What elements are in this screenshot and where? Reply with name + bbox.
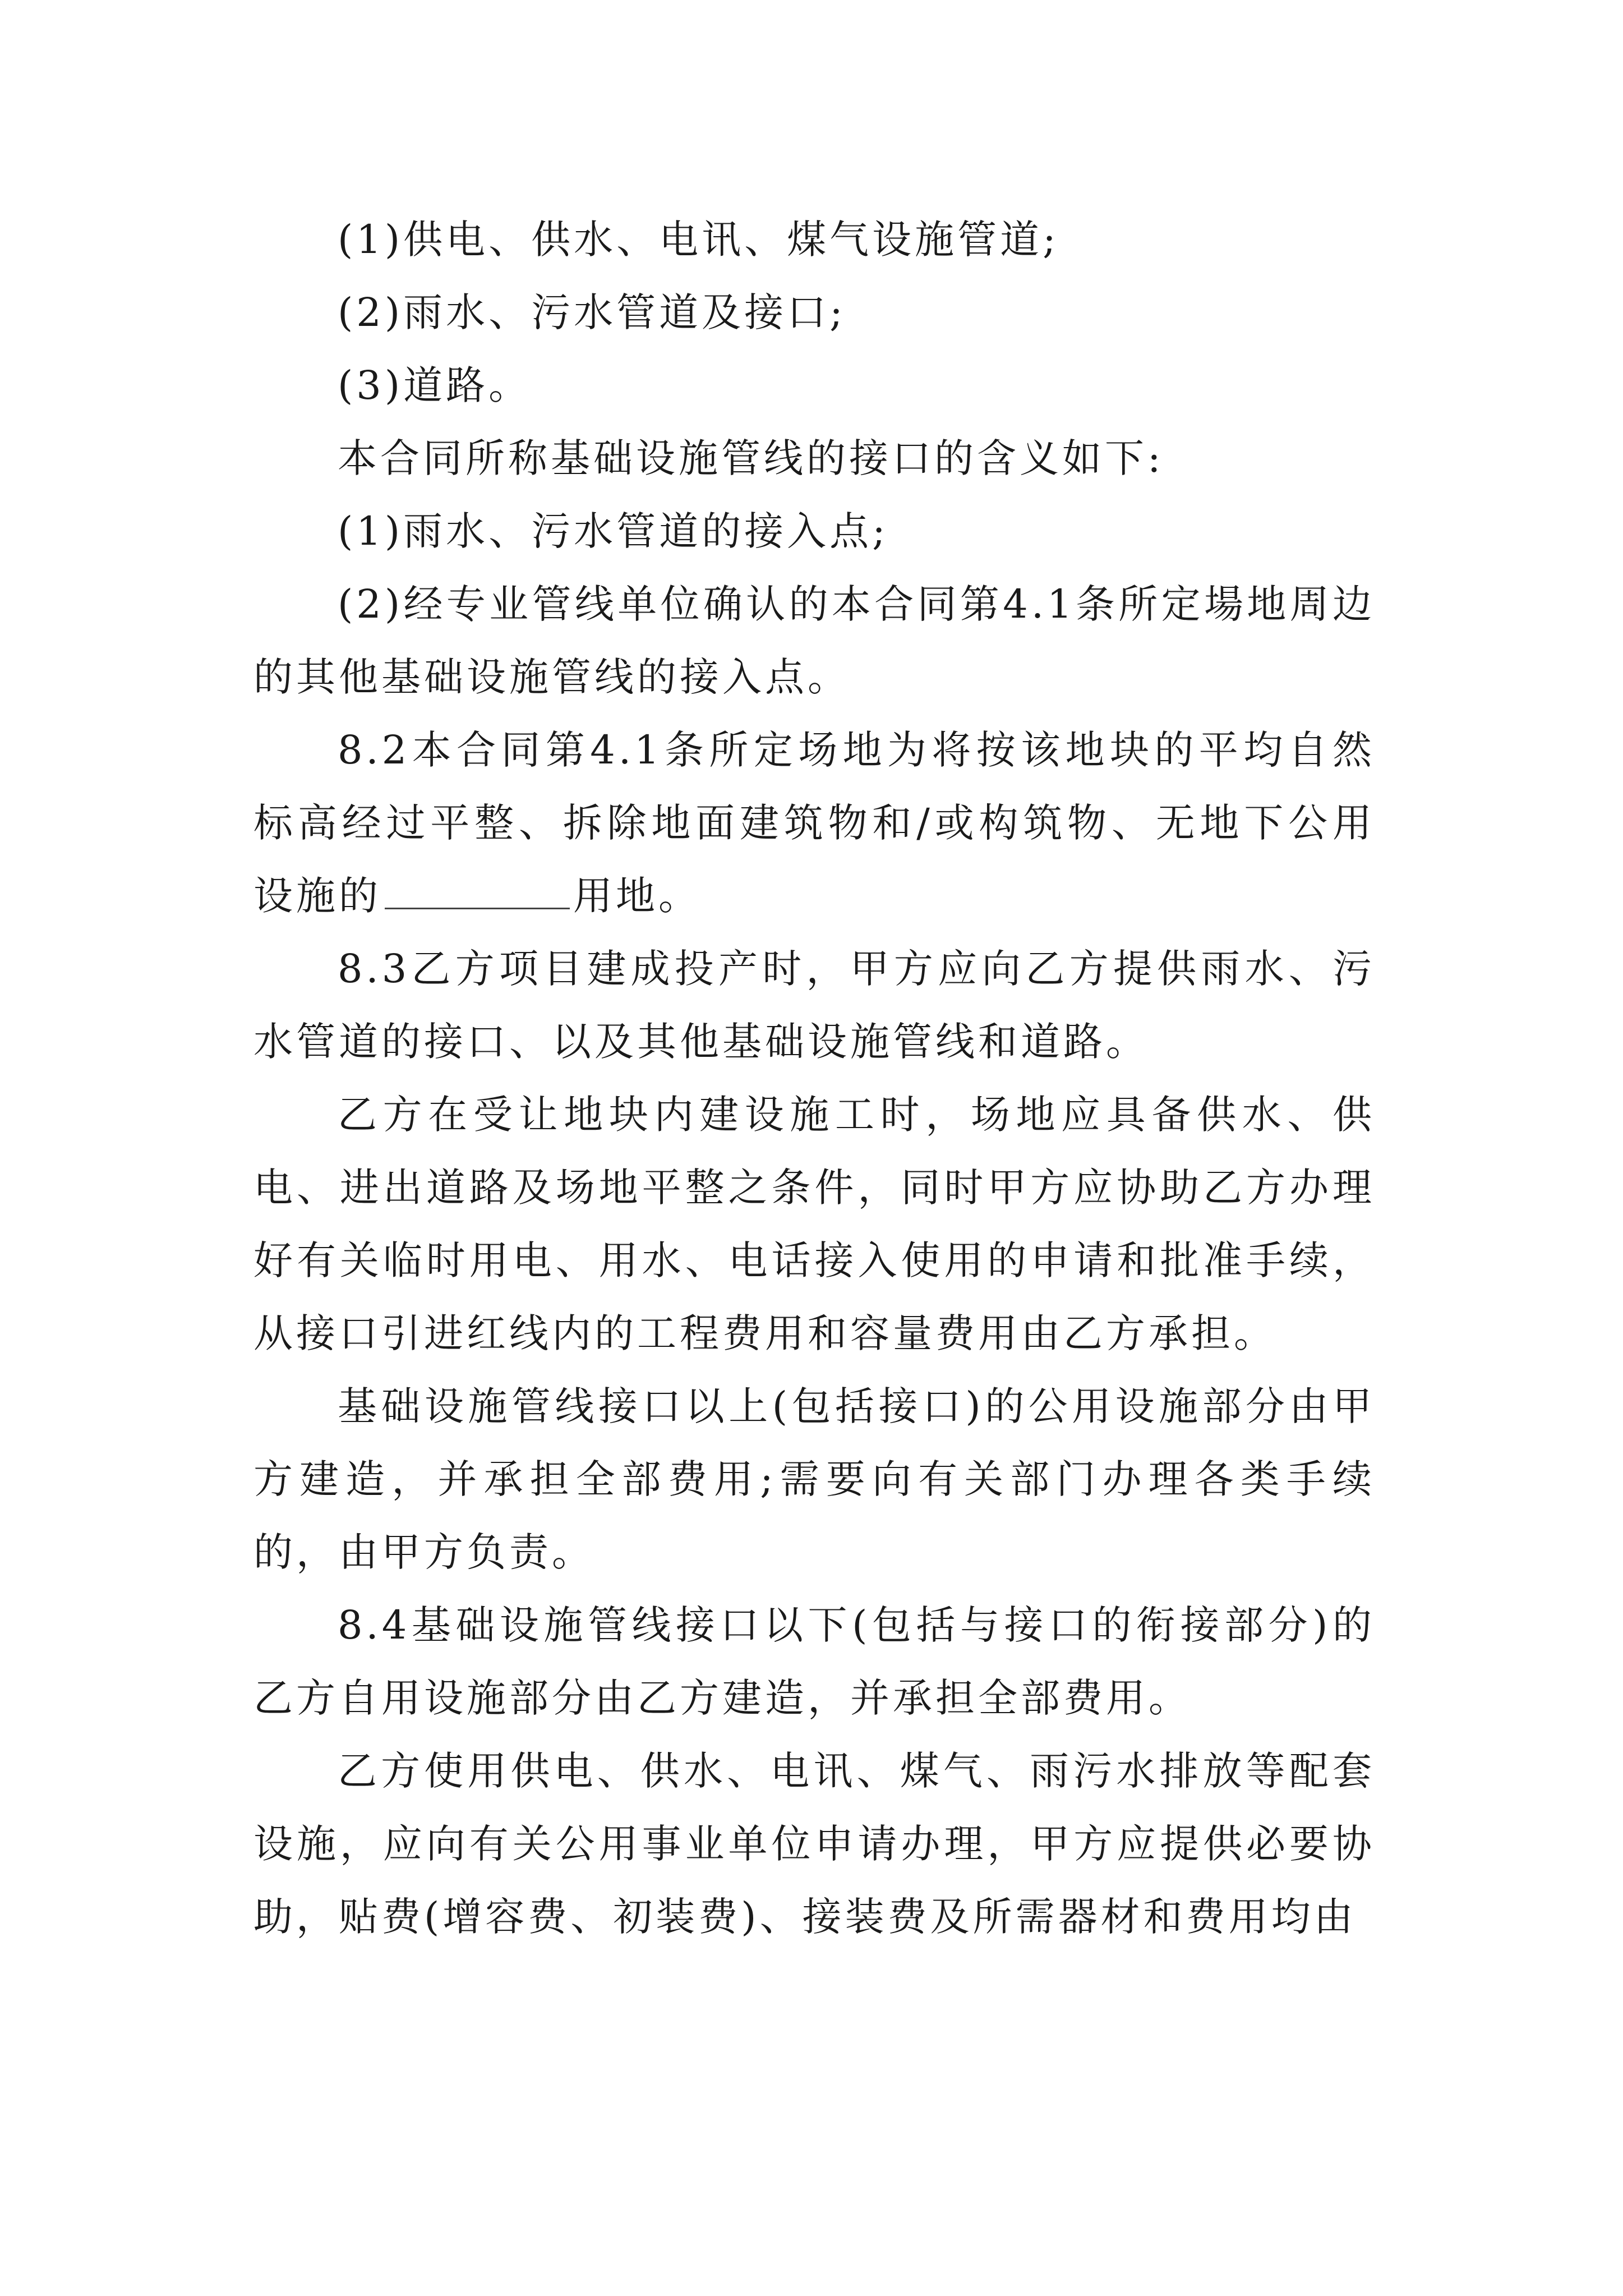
list-item: (2)经专业管线单位确认的本合同第4.1条所定場地周边的其他基础设施管线的接入点。: [253, 581, 1375, 700]
clause-8-2-text: 8.2本合同第4.1条所定场地为将按该地块的平均自然标高经过平整、拆除地面建筑物和/或构筑物、无地下公用设施的: [253, 727, 1375, 919]
list-item: (3)道路。: [338, 362, 532, 408]
list-item: (1)雨水、污水管道的接入点;: [338, 508, 889, 554]
paragraph: 本合同所称基础设施管线的接口的含义如下:: [338, 435, 1164, 481]
paragraph: 基础设施管线接口以上(包括接口)的公用设施部分由甲方建造，并承担全部费用;需要向有关部门办理各类手续的，由甲方负责。: [253, 1383, 1375, 1575]
clause-8-3: 8.3乙方项目建成投产时，甲方应向乙方提供雨水、污水管道的接口、以及其他基础设施管线和道路。: [253, 946, 1375, 1065]
clause-8-4: 8.4基础设施管线接口以下(包括与接口的衔接部分)的乙方自用设施部分由乙方建造，并承担全部费用。: [253, 1602, 1375, 1721]
document-body: [253, 203, 1375, 1953]
paragraph: 乙方使用供电、供水、电讯、煤气、雨污水排放等配套设施，应向有关公用事业单位申请办理，甲方应提供必要协助，贴费(增容费、初装费)、接装费及所需器材和费用均由: [253, 1748, 1375, 1940]
fill-in-blank: [385, 908, 570, 909]
list-item: (2)雨水、污水管道及接口;: [338, 289, 846, 335]
clause-8-2-tail: 用地。: [573, 873, 701, 919]
paragraph: 乙方在受让地块内建设施工时，场地应具备供水、供电、进出道路及场地平整之条件，同时甲方应协助乙方办理好有关临时用电、用水、电话接入使用的申请和批准手续，从接口引进红线内的工程费用和容量费用由乙方承担。: [253, 1092, 1375, 1356]
clause-8-2: [253, 714, 1375, 932]
list-item: (1)供电、供水、电讯、煤气设施管道;: [338, 217, 1059, 263]
